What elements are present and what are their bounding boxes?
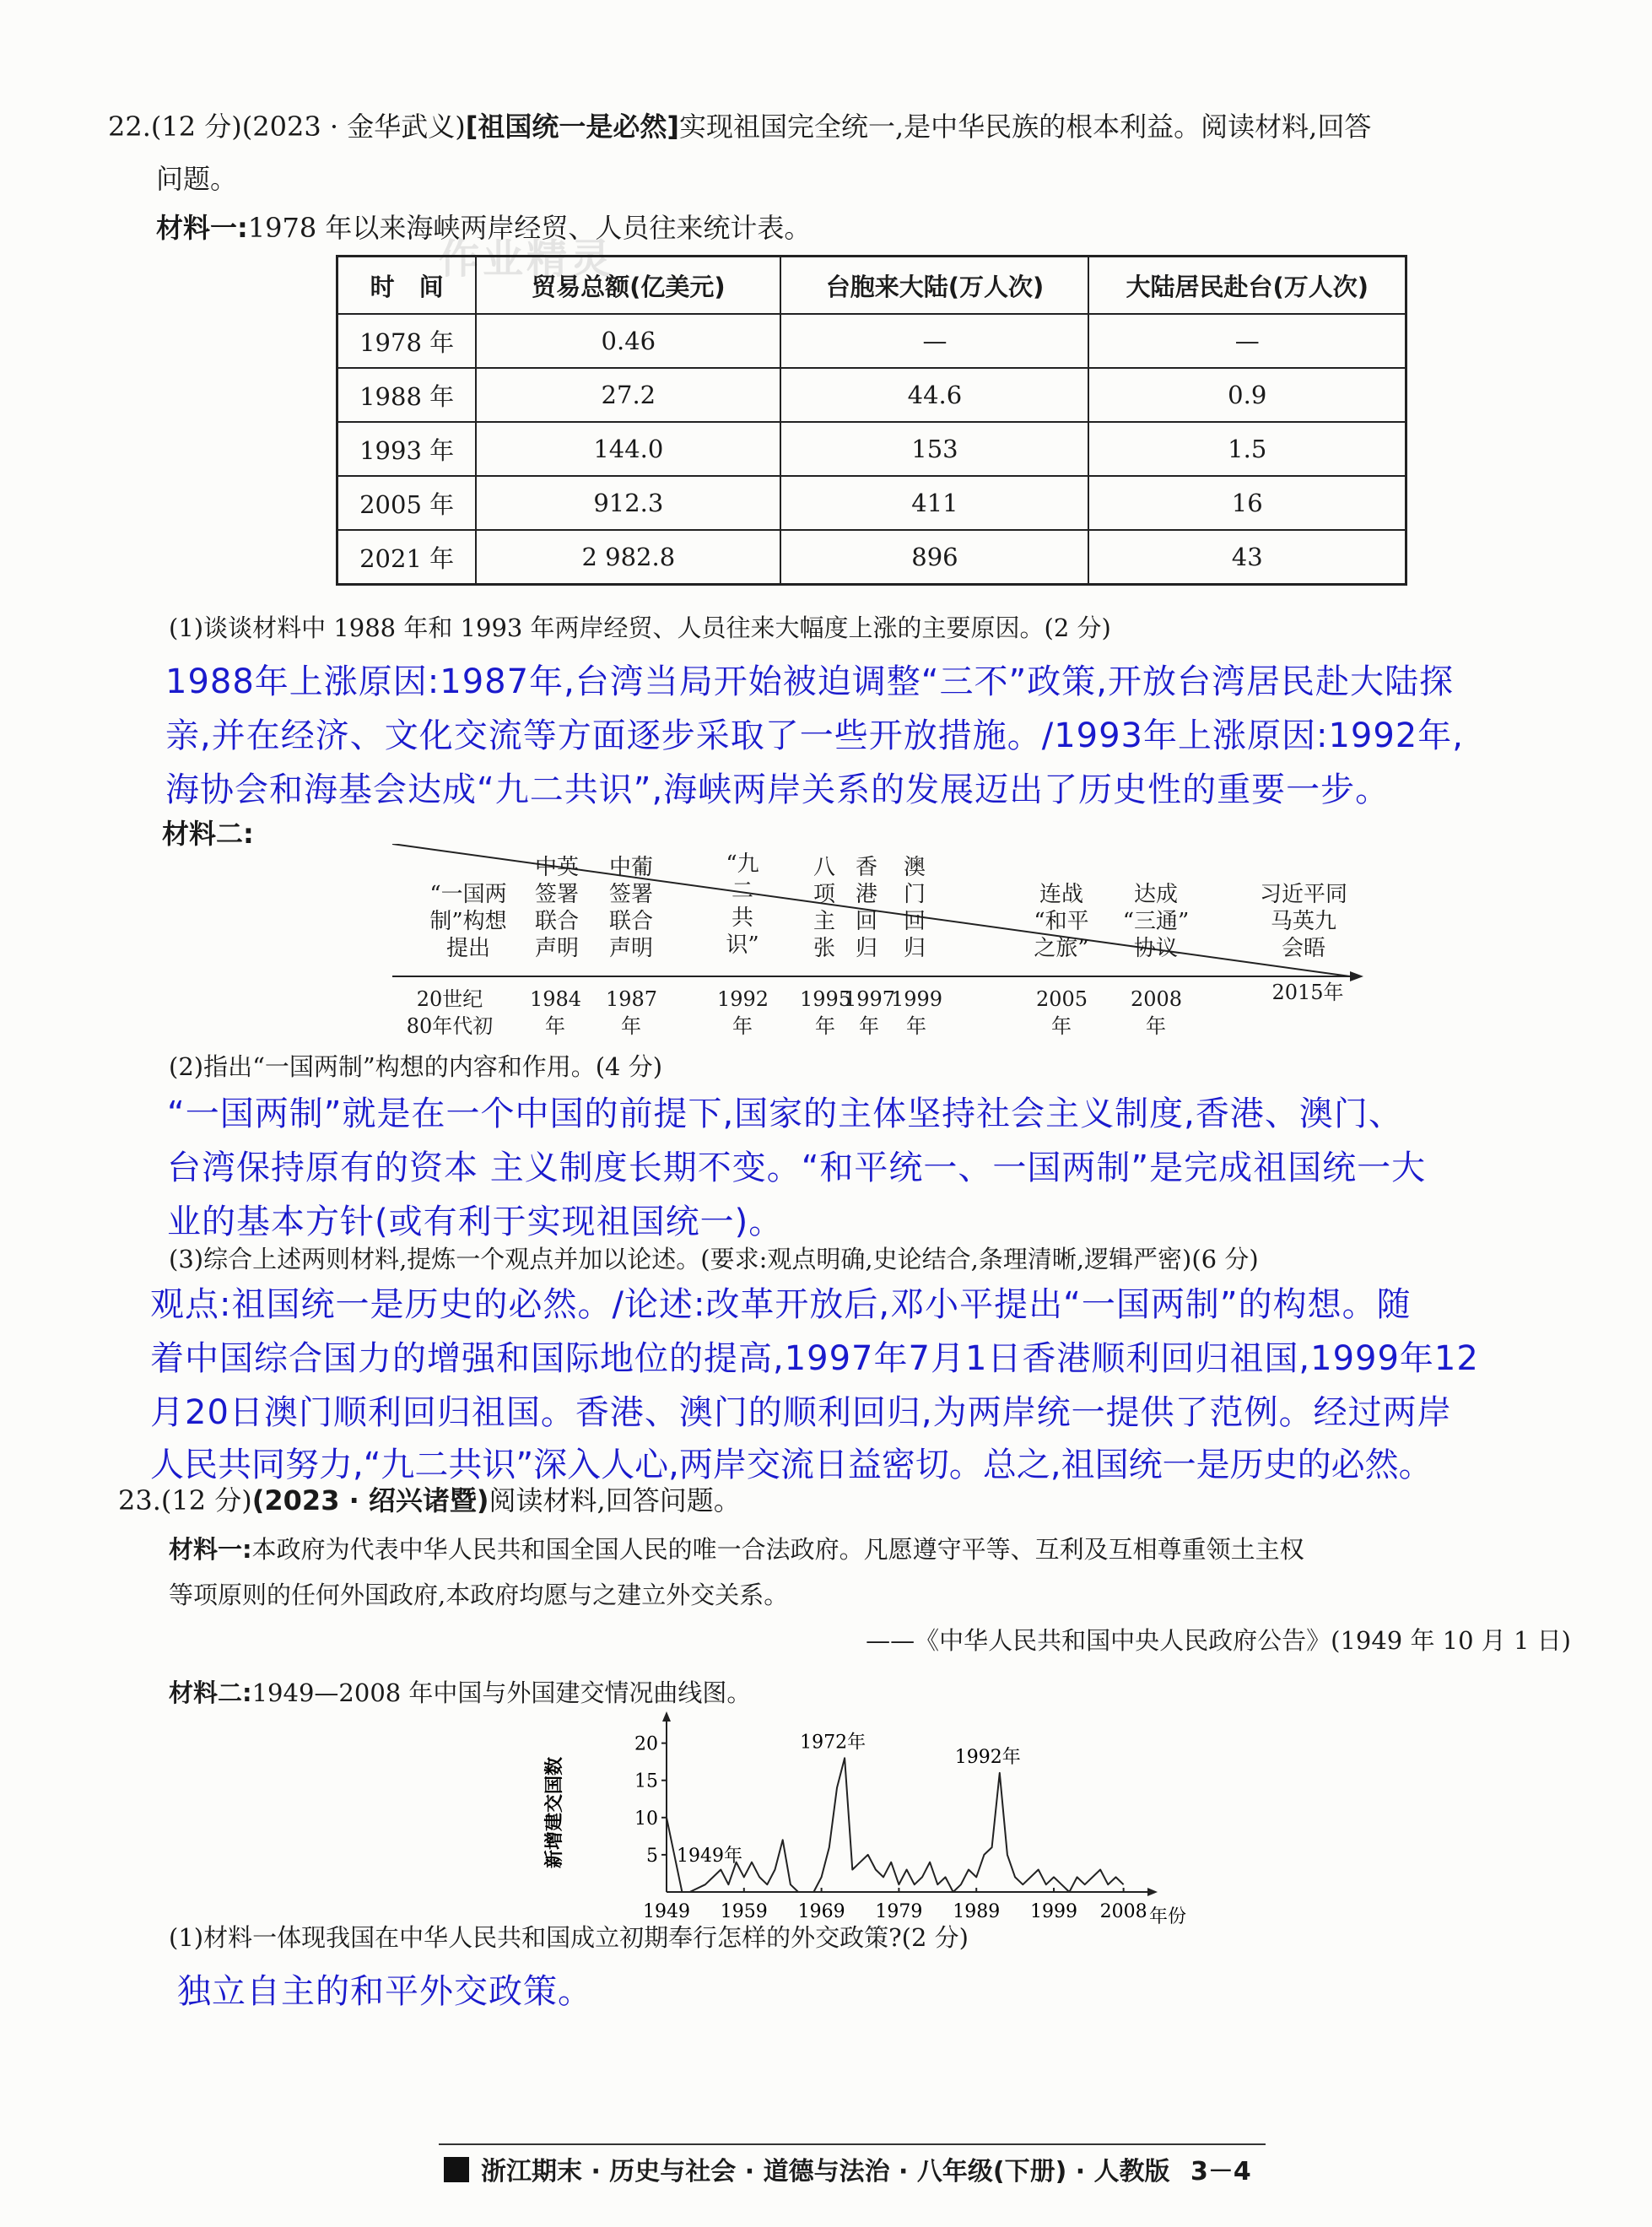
timeline-year: 1999 年 [891, 987, 943, 1038]
table-cell: 27.2 [476, 368, 780, 422]
chart-annotation: 1992年 [954, 1746, 1021, 1768]
table-header: 时 间 [337, 257, 477, 315]
timeline-event: 香 港 回 归 [855, 855, 877, 961]
q23-material2 [169, 1671, 751, 1715]
timeline-event: 澳 门 回 归 [903, 855, 926, 961]
q23-material1-line2: 等项原则的任何外国政府,本政府均愿与之建立外交关系。 [169, 1581, 789, 1609]
y-axis-arrow [662, 1711, 671, 1722]
q23-answer1: 独立自主的和平外交政策。 [177, 1972, 592, 2011]
q22-material1-label: 材料一: [156, 212, 248, 244]
chart-xlabel: 年份 [1149, 1906, 1187, 1927]
q23-sub1: (1)材料一体现我国在中华人民共和国成立初期奉行怎样的外交政策?(2 分) [169, 1923, 969, 1952]
trade-table [336, 255, 1407, 586]
q22-answer3-line1: 观点:祖国统一是历史的必然。/论述:改革开放后,邓小平提出“一国两制”的构想。随 [150, 1285, 1412, 1324]
q23-score: (12 分) [160, 1484, 252, 1516]
x-tick-label: 1969 [797, 1901, 845, 1922]
table-header: 台胞来大陆(万人次) [780, 257, 1088, 315]
timeline-event: 达成 “三通” 协议 [1122, 882, 1190, 961]
q22-answer1-line1: 1988年上涨原因:1987年,台湾当局开始被迫调整“三不”政策,开放台湾居民赴大陆探 [165, 662, 1454, 701]
table-header-row [337, 257, 1406, 315]
timeline-event: 中英 签署 联合 声明 [534, 855, 579, 961]
table-cell: 1978 年 [337, 314, 477, 368]
chart-series [667, 1758, 1124, 1892]
table-row [337, 530, 1406, 585]
q22-stem-line2: 问题。 [156, 163, 238, 195]
q23-source: (2023 · 绍兴诸暨) [251, 1484, 489, 1516]
table-row [337, 476, 1406, 530]
timeline-event: 中葡 签署 联合 声明 [608, 855, 653, 961]
table-row [337, 422, 1406, 476]
x-tick-label: 1999 [1030, 1901, 1078, 1922]
table-cell: 1.5 [1088, 422, 1406, 476]
table-cell: 1993 年 [337, 422, 477, 476]
table-cell: 0.46 [476, 314, 780, 368]
y-tick-label: 5 [646, 1845, 658, 1867]
q22-answer2-line3: 业的基本方针(或有利于实现祖国统一)。 [167, 1203, 784, 1241]
timeline-event: “九 二 共 识” [726, 851, 759, 958]
y-tick-label: 10 [634, 1808, 658, 1830]
q23-stem [118, 1478, 741, 1522]
q23-material2-label: 材料二: [169, 1678, 252, 1707]
table-cell: 411 [780, 476, 1088, 530]
q22-score: (12 分) [150, 111, 242, 143]
diplomacy-chart [540, 1711, 1215, 1931]
footer-page: 3－4 [1190, 2157, 1251, 2186]
q23-material1-label: 材料一: [169, 1535, 252, 1564]
x-axis-arrow [1147, 1888, 1158, 1896]
q23-material1-line1 [169, 1527, 1304, 1571]
timeline-year: 1992 年 [717, 987, 769, 1038]
q23-material2-text: 1949—2008 年中国与外国建交情况曲线图。 [251, 1678, 752, 1707]
table-cell: 16 [1088, 476, 1406, 530]
table-cell: 0.9 [1088, 368, 1406, 422]
timeline-event: 习近平同 马英九 会晤 [1259, 882, 1347, 961]
table-row [337, 314, 1406, 368]
q22-number: 22. [108, 111, 151, 143]
timeline [388, 844, 1367, 1038]
table-cell: 43 [1088, 530, 1406, 585]
chart-annotations [677, 1732, 1021, 1867]
q22-answer1-line3: 海协会和海基会达成“九二共识”,海峡两岸关系的发展迈出了历史性的重要一步。 [165, 770, 1390, 809]
q22-material1-text: 1978 年以来海峡两岸经贸、人员往来统计表。 [247, 212, 812, 244]
table-cell: — [1088, 314, 1406, 368]
q22-answer1-line2: 亲,并在经济、文化交流等方面逐步采取了一些开放措施。/1993年上涨原因:1992年, [165, 716, 1464, 755]
q22-answer3-line2: 着中国综合国力的增强和国际地位的提高,1997年7月1日香港顺利回归祖国,1999年12 [150, 1339, 1479, 1378]
table-cell: 153 [780, 422, 1088, 476]
q22-answer2-line1: “一国两制”就是在一个中国的前提下,国家的主体坚持社会主义制度,香港、澳门、 [167, 1095, 1403, 1133]
q22-answer3-line3: 月20日澳门顺利回归祖国。香港、澳门的顺利回归,为两岸统一提供了范例。经过两岸 [150, 1393, 1452, 1432]
q23-stem-text: 阅读材料,回答问题。 [489, 1484, 741, 1516]
footer-divider [439, 2143, 1266, 2145]
y-tick-label: 20 [634, 1733, 658, 1755]
timeline-year: 1997 年 [844, 987, 896, 1038]
timeline-year: 20世纪 80年代初 [406, 987, 494, 1038]
table-row [337, 368, 1406, 422]
q22-stem [108, 105, 1576, 149]
chart-yticks [634, 1734, 667, 1867]
chart-ylabel: 新增建交国数 [544, 1756, 565, 1868]
x-tick-label: 1989 [953, 1901, 1001, 1922]
x-tick-label: 2008 [1099, 1901, 1147, 1922]
x-tick-label: 1949 [643, 1901, 690, 1922]
q23-number: 23. [118, 1484, 161, 1516]
table-cell: 44.6 [780, 368, 1088, 422]
series-line [667, 1758, 1124, 1892]
chart-axes [662, 1711, 1158, 1896]
x-tick-label: 1979 [875, 1901, 923, 1922]
table-cell: — [780, 314, 1088, 368]
table-cell: 144.0 [476, 422, 780, 476]
timeline-year: 2015年 [1271, 981, 1344, 1004]
table-cell: 2005 年 [337, 476, 477, 530]
table-cell: 1988 年 [337, 368, 477, 422]
q22-stem-line1: 实现祖国完全统一,是中华民族的根本利益。阅读材料,回答 [678, 111, 1372, 143]
y-tick-label: 15 [634, 1770, 658, 1792]
timeline-event: “一国两 制”构想 提出 [429, 882, 507, 961]
watermark: 作业精灵 [439, 235, 615, 283]
footer [481, 2150, 1251, 2187]
timeline-year: 1987 年 [606, 987, 658, 1038]
table-header: 大陆居民赴台(万人次) [1088, 257, 1406, 315]
table-cell: 896 [780, 530, 1088, 585]
footer-text: 浙江期末 · 历史与社会 · 道德与法治 · 八年级(下册) · 人教版 [481, 2157, 1170, 2186]
timeline-event: 连战 “和平 之旅” [1034, 882, 1089, 961]
q23-material1-cite: ——《中华人民共和国中央人民政府公告》(1949 年 10 月 1 日) [866, 1626, 1571, 1655]
q22-tag: [祖国统一是必然] [465, 111, 679, 143]
table-cell: 2021 年 [337, 530, 477, 585]
q22-sub2: (2)指出“一国两制”构想的内容和作用。(4 分) [169, 1052, 663, 1081]
q22-sub1: (1)谈谈材料中 1988 年和 1993 年两岸经贸、人员往来大幅度上涨的主要原因。(2 分) [169, 614, 1111, 642]
q22-source: (2023 · 金华武义) [241, 111, 466, 143]
q22-answer3-line4: 人民共同努力,“九二共识”深入人心,两岸交流日益密切。总之,祖国统一是历史的必然。 [150, 1446, 1433, 1484]
timeline-year: 2005 年 [1036, 987, 1088, 1038]
timeline-year: 1995 年 [800, 987, 852, 1038]
timeline-event: 八 项 主 张 [813, 855, 835, 961]
q22-sub3: (3)综合上述两则材料,提炼一个观点并加以论述。(要求:观点明确,史论结合,条理清晰,逻辑严密)(6 分) [169, 1245, 1259, 1273]
footer-square-icon [444, 2157, 469, 2182]
q22-material2-label: 材料二: [162, 818, 254, 850]
table-header: 贸易总额(亿美元) [476, 257, 780, 315]
q22-answer2-line2: 台湾保持原有的资本 主义制度长期不变。“和平统一、一国两制”是完成祖国统一大 [167, 1149, 1427, 1187]
table-cell: 912.3 [476, 476, 780, 530]
chart-annotation: 1949年 [677, 1845, 742, 1867]
x-tick-label: 1959 [720, 1901, 768, 1922]
timeline-year: 2008 年 [1131, 987, 1183, 1038]
chart-annotation: 1972年 [800, 1732, 866, 1754]
q23-material1-text: 本政府为代表中华人民共和国全国人民的唯一合法政府。凡愿遵守平等、互利及互相尊重领土主权 [251, 1535, 1304, 1564]
timeline-year: 1984 年 [530, 987, 582, 1038]
table-cell: 2 982.8 [476, 530, 780, 585]
